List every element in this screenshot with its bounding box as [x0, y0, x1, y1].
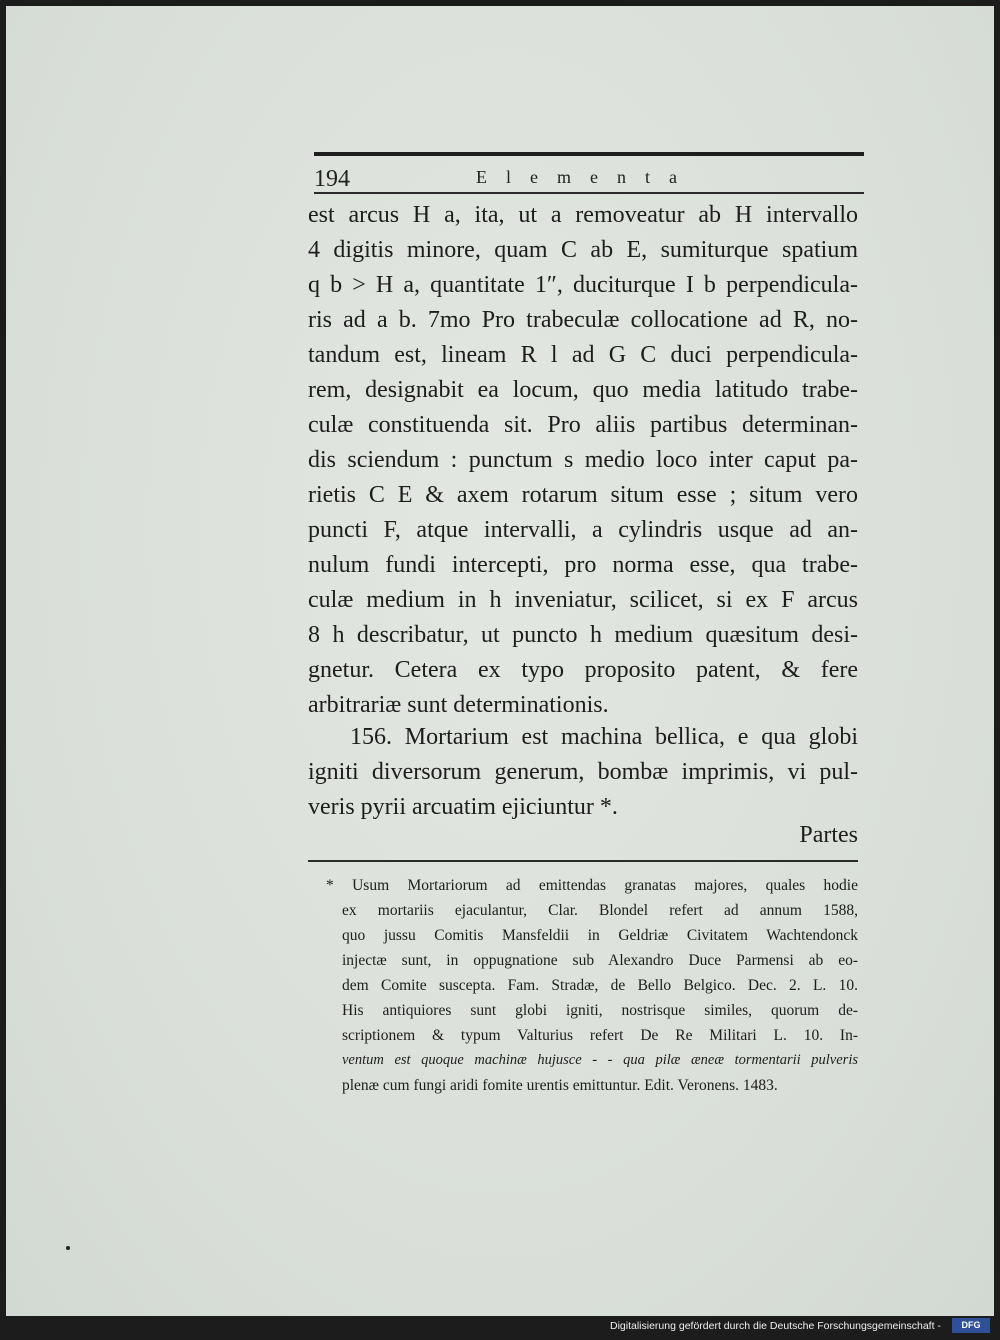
- text-line: igniti diversorum generum, bombæ imprimis, vi pul-: [308, 759, 858, 785]
- footnote-rule: [308, 860, 858, 862]
- text-line: arbitrariæ sunt determinationis.: [308, 692, 609, 718]
- dfg-logo: DFG: [952, 1318, 990, 1333]
- text-line: veris pyrii arcuatim ejiciuntur *.: [308, 794, 618, 820]
- page-number: 194: [314, 166, 350, 192]
- header-rule: [314, 192, 864, 194]
- text-line: puncti F, atque intervalli, a cylindris usque ad an-: [308, 517, 858, 543]
- text-line: q b > H a, quantitate 1″, duciturque I b perpendicula-: [308, 272, 858, 298]
- footnote-line: * Usum Mortariorum ad emittendas granatas majores, quales hodie: [326, 877, 858, 894]
- text-line: culæ medium in h inveniatur, scilicet, si ex F arcus: [308, 587, 858, 613]
- running-head: Elementa: [476, 167, 696, 187]
- text-line: rem, designabit ea locum, quo media latitudo trabe-: [308, 377, 858, 403]
- footnote-line: plenæ cum fungi aridi fomite urentis emittuntur. Edit. Veronens. 1483.: [342, 1077, 778, 1094]
- text-line: 8 h describatur, ut puncto h medium quæsitum desi-: [308, 622, 858, 648]
- footnote-line: quo jussu Comitis Mansfeldii in Geldriæ Civitatem Wachtendonck: [342, 927, 858, 944]
- footnote-line: ventum est quoque machinæ hujusce - - qua pilæ æneæ tormentarii pulveris: [342, 1052, 858, 1068]
- text-line: dis sciendum : punctum s medio loco inter caput pa-: [308, 447, 858, 473]
- text-line: culæ constituenda sit. Pro aliis partibus determinan-: [308, 412, 858, 438]
- footnote-line: dem Comite suscepta. Fam. Stradæ, de Bello Belgico. Dec. 2. L. 10.: [342, 977, 858, 994]
- paragraph-start-line: 156. Mortarium est machina bellica, e qua globi: [350, 724, 858, 750]
- text-line: nulum fundi intercepti, pro norma esse, qua trabe-: [308, 552, 858, 578]
- footnote-line: His antiquiores sunt globi igniti, nostrisque similes, quorum de-: [342, 1002, 858, 1019]
- text-line: 4 digitis minore, quam C ab E, sumiturque spatium: [308, 237, 858, 263]
- footnote-line: injectæ sunt, in oppugnatione sub Alexandro Duce Parmensi ab eo-: [342, 952, 858, 969]
- text-line: rietis C E & axem rotarum situm esse ; situm vero: [308, 482, 858, 508]
- ink-speck: [66, 1246, 70, 1250]
- text-line: est arcus H a, ita, ut a removeatur ab H intervallo: [308, 202, 858, 228]
- text-line: tandum est, lineam R l ad G C duci perpendicula-: [308, 342, 858, 368]
- catchword: Partes: [799, 822, 858, 848]
- page-header: [314, 152, 864, 196]
- footnote-line: scriptionem & typum Valturius refert De Re Militari L. 10. In-: [342, 1027, 858, 1044]
- funding-credit: Digitalisierung gefördert durch die Deutsche Forschungsgemeinschaft -: [610, 1320, 941, 1332]
- text-line: ris ad a b. 7mo Pro trabeculæ collocatione ad R, no-: [308, 307, 858, 333]
- footnote-line: ex mortariis ejaculantur, Clar. Blondel refert ad annum 1588,: [342, 902, 858, 919]
- text-line: gnetur. Cetera ex typo proposito patent, & fere: [308, 657, 858, 683]
